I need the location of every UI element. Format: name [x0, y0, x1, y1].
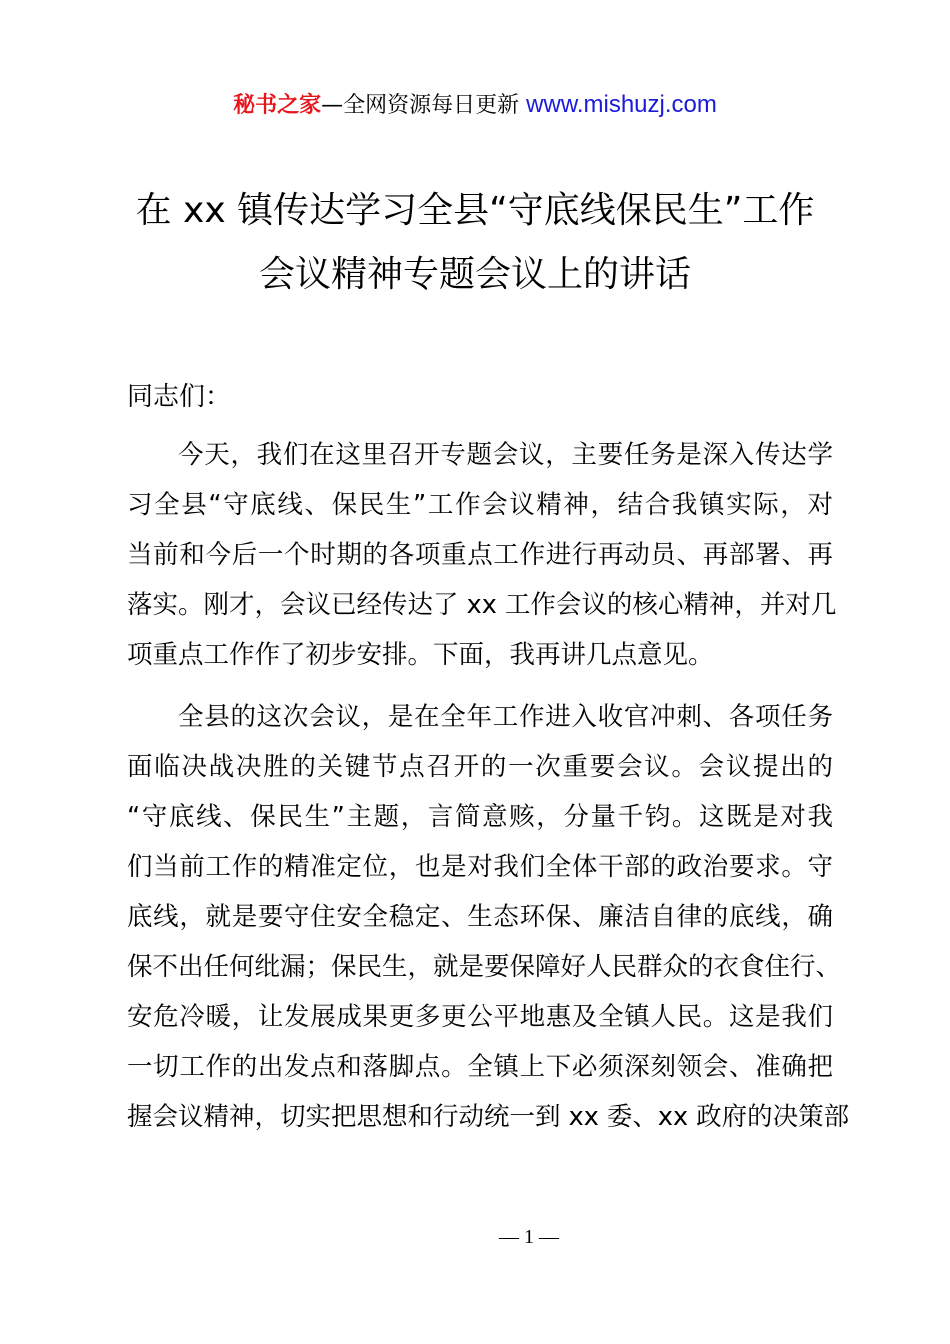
- paragraph-line: 全县的这次会议，是在全年工作进入收官冲刺、各项任务: [178, 702, 833, 732]
- paragraph-line: 今天，我们在这里召开专题会议，主要任务是深入传达学: [178, 440, 833, 470]
- brand-name: 秘书之家: [233, 93, 322, 118]
- paragraph-line: 面临决战决胜的关键节点召开的一次重要会议。会议提出的: [127, 752, 833, 782]
- paragraph-line: 当前和今后一个时期的各项重点工作进行再动员、再部署、再: [127, 540, 833, 570]
- greeting: 同志们：: [127, 382, 232, 412]
- paragraph-line: 们当前工作的精准定位，也是对我们全体干部的政治要求。守: [127, 852, 833, 882]
- site-header: [0, 88, 950, 119]
- title-line-1: 在 xx 镇传达学习全县“守底线保民生”工作: [135, 190, 815, 231]
- tagline: —全网资源每日更新: [321, 93, 527, 118]
- paragraph-line: 握会议精神，切实把思想和行动统一到 xx 委、xx 政府的决策部: [127, 1102, 850, 1132]
- paragraph-line: 底线，就是要守住安全稳定、生态环保、廉洁自律的底线，确: [127, 902, 833, 932]
- paragraph-line: 项重点工作作了初步安排。下面，我再讲几点意见。: [127, 640, 714, 670]
- page-number: — 1 —: [499, 1226, 559, 1248]
- paragraph-line: 安危冷暖，让发展成果更多更公平地惠及全镇人民。这是我们: [127, 1002, 833, 1032]
- site-url[interactable]: www.mishuzj.com: [526, 91, 717, 118]
- paragraph-line: 一切工作的出发点和落脚点。全镇上下必须深刻领会、准确把: [127, 1052, 833, 1082]
- paragraph-line: 落实。刚才，会议已经传达了 xx 工作会议的核心精神，并对几: [127, 590, 837, 620]
- paragraph-line: 保不出任何纰漏；保民生，就是要保障好人民群众的衣食住行、: [127, 952, 842, 982]
- paragraph-line: “守底线、保民生”主题，言简意赅，分量千钧。这既是对我: [127, 802, 833, 832]
- title-line-2: 会议精神专题会议上的讲话: [258, 254, 691, 295]
- paragraph-line: 习全县“守底线、保民生”工作会议精神，结合我镇实际，对: [127, 490, 833, 520]
